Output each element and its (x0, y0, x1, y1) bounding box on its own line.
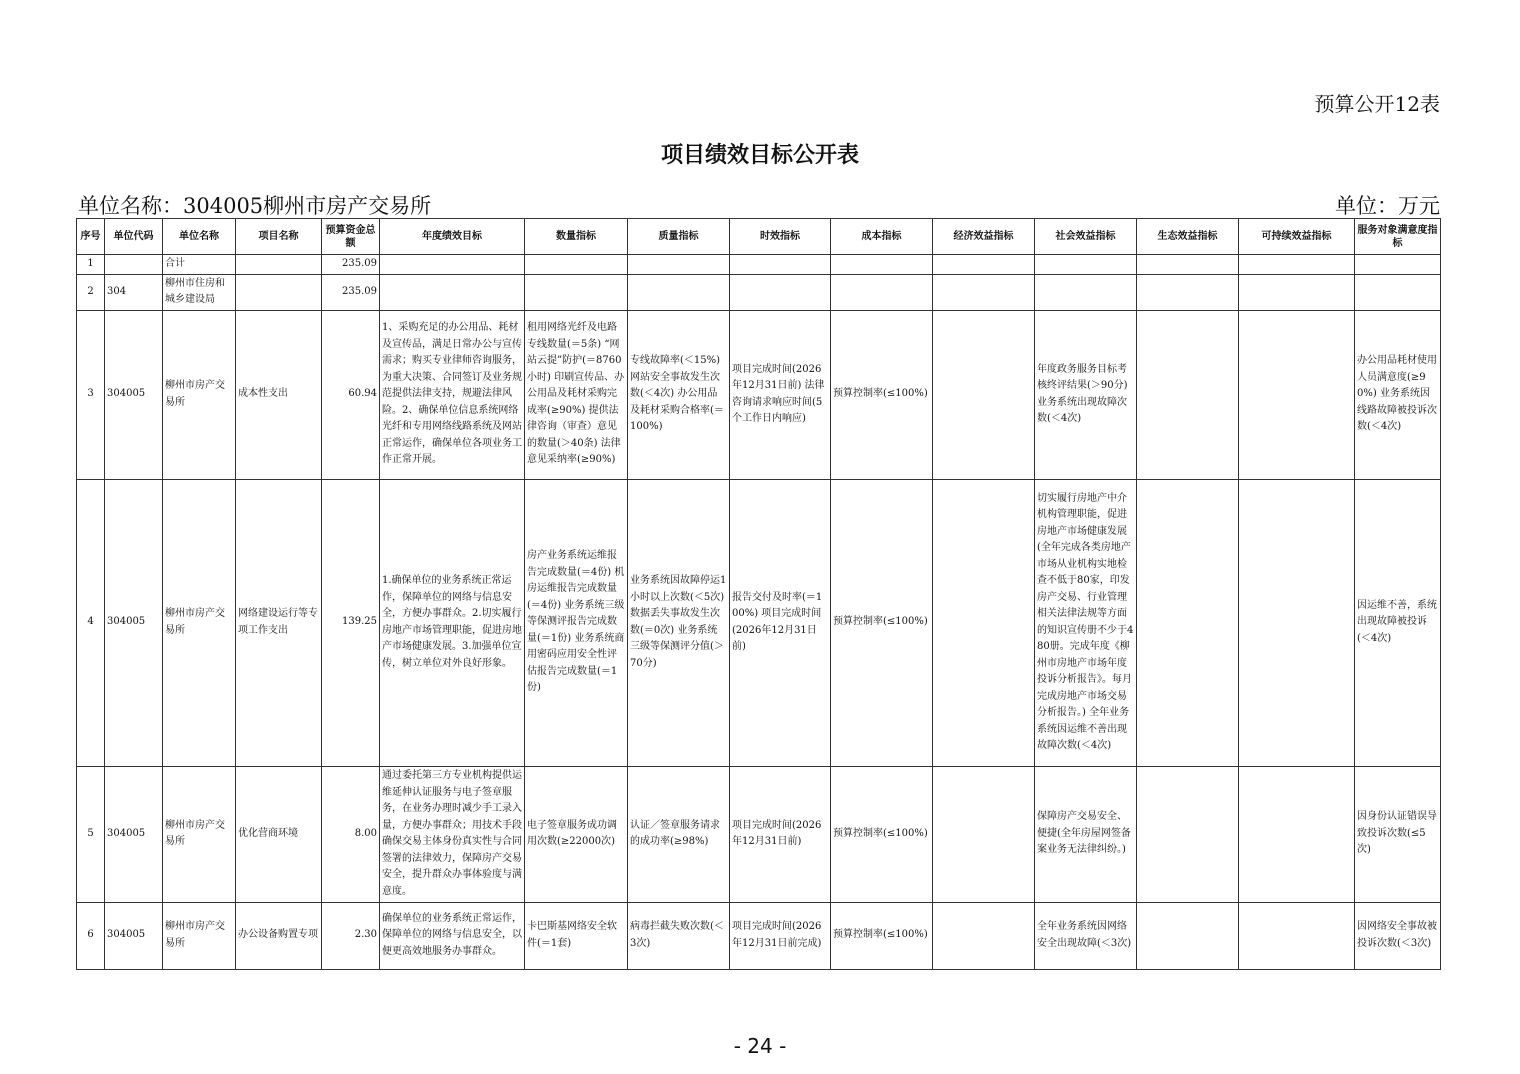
form-number: 预算公开12表 (1314, 92, 1440, 116)
table-row (77, 902, 1441, 969)
economic-indicator (933, 766, 1035, 902)
ecological-indicator (1137, 902, 1239, 969)
economic-indicator (933, 902, 1035, 969)
row-number: 3 (77, 310, 105, 479)
row-number: 4 (77, 479, 105, 766)
page-number: - 24 - (733, 1034, 787, 1058)
header-cell: 时效指标 (730, 219, 831, 255)
page-title: 项目绩效目标公开表 (660, 143, 859, 168)
ecological-indicator (1137, 310, 1239, 479)
economic-indicator (933, 479, 1035, 766)
sustainability-indicator (1239, 255, 1355, 275)
table-row (77, 310, 1441, 479)
unit-code (105, 255, 163, 275)
cost-indicator: 预算控制率(≤100%) (831, 766, 933, 902)
quality-indicator (628, 274, 730, 310)
cost-indicator (831, 255, 933, 275)
unit-code: 304005 (105, 479, 163, 766)
timeliness-indicator: 项目完成时间(2026年12月31日前) 法律咨询请求响应时间(5个工作日内响应) (730, 310, 831, 479)
social-indicator: 全年业务系统因网络安全出现故障(＜3次) (1035, 902, 1137, 969)
header-cell: 质量指标 (628, 219, 730, 255)
header-cell: 成本指标 (831, 219, 933, 255)
timeliness-indicator: 报告交付及时率(＝100%) 项目完成时间(2026年12月31日前) (730, 479, 831, 766)
quantity-indicator (525, 274, 628, 310)
header-cell: 经济效益指标 (933, 219, 1035, 255)
unit-name: 柳州市住房和城乡建设局 (163, 274, 236, 310)
unit-name: 柳州市房产交易所 (163, 479, 236, 766)
quality-indicator: 认证／签章服务请求的成功率(≥98%) (628, 766, 730, 902)
unit-code: 304005 (105, 310, 163, 479)
performance-table (76, 218, 1441, 970)
cost-indicator: 预算控制率(≤100%) (831, 902, 933, 969)
unit-code: 304005 (105, 902, 163, 969)
project-name: 优化营商环境 (236, 766, 322, 902)
budget-amount: 8.00 (322, 766, 380, 902)
social-indicator: 切实履行房地产中介机构管理职能，促进房地产市场健康发展(全年完成各类房地产市场从业机构实地检查不低于80家，印发房产交易、行业管理相关法律法规等方面的知识宣传册不少于480册。完成年度《柳州市房地产市场年度投诉分析报告》。每月完成房地产市场交易分析报告。) 全年业务系统因运维不善出现故障次数(＜4次) (1035, 479, 1137, 766)
cost-indicator (831, 274, 933, 310)
header-cell: 预算资金总额 (322, 219, 380, 255)
project-name (236, 274, 322, 310)
quality-indicator: 病毒拦截失败次数(＜3次) (628, 902, 730, 969)
header-cell: 年度绩效目标 (380, 219, 525, 255)
project-name (236, 255, 322, 275)
timeliness-indicator (730, 255, 831, 275)
timeliness-indicator: 项目完成时间(2026年12月31日前) (730, 766, 831, 902)
annual-goal: 通过委托第三方专业机构提供运维延伸认证服务与电子签章服务，在业务办理时减少手工录入量，方便办事群众；用技术手段确保交易主体身份真实性与合同签署的法律效力，保障房产交易安全，提升群众办事体验度与满意度。 (380, 766, 525, 902)
social-indicator: 保障房产交易安全、便捷(全年房屋网签备案业务无法律纠纷。) (1035, 766, 1137, 902)
row-number: 2 (77, 274, 105, 310)
header-cell: 单位代码 (105, 219, 163, 255)
annual-goal (380, 274, 525, 310)
cost-indicator: 预算控制率(≤100%) (831, 479, 933, 766)
ecological-indicator (1137, 255, 1239, 275)
timeliness-indicator (730, 274, 831, 310)
unit-name: 柳州市房产交易所 (163, 310, 236, 479)
header-cell: 可持续效益指标 (1239, 219, 1355, 255)
satisfaction-indicator: 因运维不善，系统出现故障被投诉(＜4次) (1355, 479, 1441, 766)
annual-goal (380, 255, 525, 275)
unit-name: 柳州市房产交易所 (163, 902, 236, 969)
economic-indicator (933, 274, 1035, 310)
satisfaction-indicator: 因身份认证错误导致投诉次数(≤5次) (1355, 766, 1441, 902)
header-cell: 服务对象满意度指标 (1355, 219, 1441, 255)
table-row (77, 255, 1441, 275)
sustainability-indicator (1239, 902, 1355, 969)
project-name: 成本性支出 (236, 310, 322, 479)
annual-goal: 1、采购充足的办公用品、耗材及宣传品，满足日常办公与宣传需求；购买专业律师咨询服务，为重大决策、合同签订及业务规范提供法律支持，规避法律风险。2、确保单位信息系统网络光纤和专用网络线路系统及网站正常运作，确保单位各项业务工作正常开展。 (380, 310, 525, 479)
unit-code: 304 (105, 274, 163, 310)
quality-indicator: 业务系统因故障停运1小时以上次数(＜5次) 数据丢失事故发生次数(＝0次) 业务系统三级等保测评分值(＞70分) (628, 479, 730, 766)
quantity-indicator: 房产业务系统运维报告完成数量(＝4份) 机房运维报告完成数量(＝4份) 业务系统三级等保测评报告完成数量(＝1份) 业务系统商用密码应用安全性评估报告完成数量(＝1份) (525, 479, 628, 766)
social-indicator (1035, 274, 1137, 310)
sustainability-indicator (1239, 479, 1355, 766)
table-header-row (77, 219, 1441, 255)
satisfaction-indicator: 因网络安全事故被投诉次数(＜3次) (1355, 902, 1441, 969)
quantity-indicator: 电子签章服务成功调用次数(≥22000次) (525, 766, 628, 902)
social-indicator: 年度政务服务目标考核终评结果(＞90分) 业务系统出现故障次数(＜4次) (1035, 310, 1137, 479)
quantity-indicator: 卡巴斯基网络安全软件(＝1套) (525, 902, 628, 969)
social-indicator (1035, 255, 1137, 275)
satisfaction-indicator (1355, 274, 1441, 310)
quality-indicator (628, 255, 730, 275)
timeliness-indicator: 项目完成时间(2026年12月31日前完成) (730, 902, 831, 969)
annual-goal: 1.确保单位的业务系统正常运作，保障单位的网络与信息安全，方便办事群众。2.切实履行房地产市场管理职能，促进房地产市场健康发展。3.加强单位宣传，树立单位对外良好形象。 (380, 479, 525, 766)
annual-goal: 确保单位的业务系统正常运作，保障单位的网络与信息安全，以便更高效地服务办事群众。 (380, 902, 525, 969)
sustainability-indicator (1239, 310, 1355, 479)
header-cell: 生态效益指标 (1137, 219, 1239, 255)
currency-unit-label: 单位：万元 (1335, 194, 1440, 218)
unit-name: 合计 (163, 255, 236, 275)
row-number: 6 (77, 902, 105, 969)
cost-indicator: 预算控制率(≤100%) (831, 310, 933, 479)
table-row (77, 766, 1441, 902)
unit-name-label: 单位名称：304005柳州市房产交易所 (78, 194, 432, 218)
row-number: 5 (77, 766, 105, 902)
quantity-indicator (525, 255, 628, 275)
header-cell: 序号 (77, 219, 105, 255)
budget-amount: 60.94 (322, 310, 380, 479)
unit-name: 柳州市房产交易所 (163, 766, 236, 902)
header-cell: 数量指标 (525, 219, 628, 255)
ecological-indicator (1137, 479, 1239, 766)
budget-amount: 235.09 (322, 255, 380, 275)
satisfaction-indicator (1355, 255, 1441, 275)
economic-indicator (933, 310, 1035, 479)
table-row (77, 274, 1441, 310)
budget-amount: 2.30 (322, 902, 380, 969)
satisfaction-indicator: 办公用品耗材使用人员满意度(≥90%) 业务系统因线路故障被投诉次数(＜4次) (1355, 310, 1441, 479)
project-name: 办公设备购置专项 (236, 902, 322, 969)
sustainability-indicator (1239, 766, 1355, 902)
header-cell: 社会效益指标 (1035, 219, 1137, 255)
sustainability-indicator (1239, 274, 1355, 310)
quantity-indicator: 租用网络光纤及电路专线数量(＝5条) “网站云提”防护(＝8760小时) 印刷宣传品、办公用品及耗材采购完成率(≥90%) 提供法律咨询（审查）意见的数量(＞40条) 法律意见采纳率(≥90%) (525, 310, 628, 479)
unit-code: 304005 (105, 766, 163, 902)
economic-indicator (933, 255, 1035, 275)
header-cell: 项目名称 (236, 219, 322, 255)
header-cell: 单位名称 (163, 219, 236, 255)
row-number: 1 (77, 255, 105, 275)
table-row (77, 479, 1441, 766)
project-name: 网络建设运行等专项工作支出 (236, 479, 322, 766)
budget-amount: 139.25 (322, 479, 380, 766)
ecological-indicator (1137, 274, 1239, 310)
ecological-indicator (1137, 766, 1239, 902)
budget-amount: 235.09 (322, 274, 380, 310)
quality-indicator: 专线故障率(＜15%) 网站安全事故发生次数(＜4次) 办公用品及耗材采购合格率(＝100%) (628, 310, 730, 479)
